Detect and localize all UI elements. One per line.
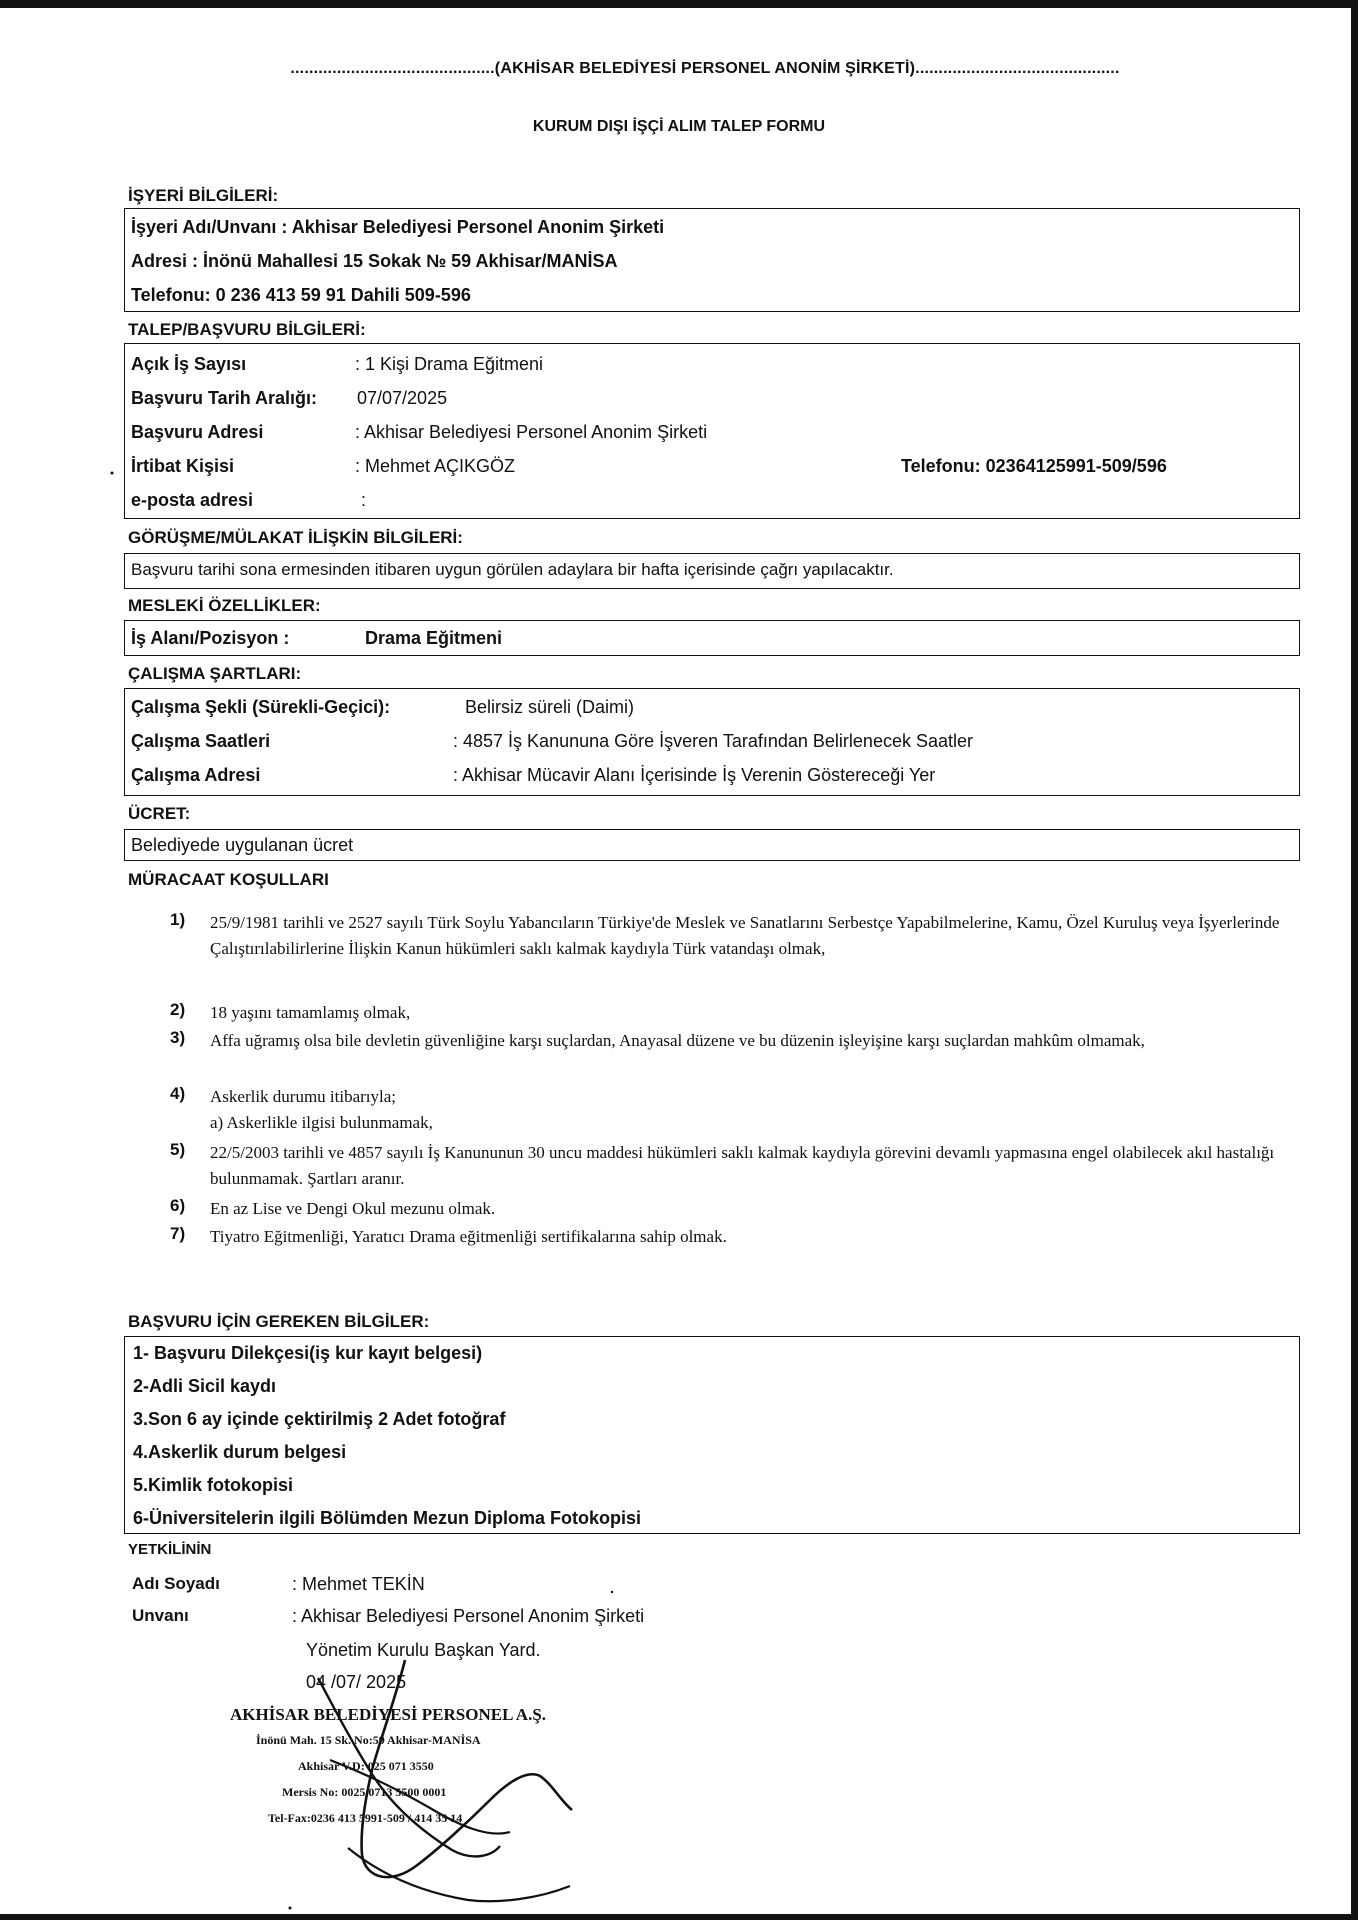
header-company: (AKHİSAR BELEDİYESİ PERSONEL ANONİM ŞİRKETİ) [494, 60, 916, 77]
signature-stroke-3 [330, 1760, 510, 1834]
application-address-label: Başvuru Adresi [131, 422, 264, 442]
email-label: e-posta adresi [131, 490, 254, 510]
interview-text: Başvuru tarihi sona ermesinden itibaren uygun görülen adaylara bir hafta içerisinde çağrı yapılacaktır. [131, 560, 894, 579]
authorized-name-value: : Mehmet TEKİN [292, 1574, 425, 1594]
requirement-text: Askerlik durumu itibarıyla; [210, 1087, 397, 1106]
form-title: KURUM DIŞI İŞÇİ ALIM TALEP FORMU [532, 118, 826, 135]
section-application: TALEP/BAŞVURU BİLGİLERİ: [128, 320, 366, 339]
wage-text: Belediyede uygulanan ücret [131, 835, 354, 855]
scan-speck [289, 1907, 292, 1910]
document-item: 3.Son 6 ay içinde çektirilmiş 2 Adet fotoğraf [133, 1409, 506, 1429]
requirement-text: Affa uğramış olsa bile devletin güvenliğine karşı suçlardan, Anayasal düzene ve bu düzenin işleyişine karşı suçlardan mahkûm olmamak, [210, 1031, 1145, 1050]
requirement-number: 7) [170, 1224, 186, 1243]
contact-label: İrtibat Kişisi [131, 456, 235, 476]
authorized-title-label: Unvanı [132, 1606, 189, 1625]
requirement-number: 1) [170, 910, 186, 929]
authorized-title-value: : Akhisar Belediyesi Personel Anonim Şirketi [292, 1606, 645, 1626]
section-wage: ÜCRET: [128, 804, 191, 823]
document-item: 5.Kimlik fotokopisi [133, 1475, 294, 1495]
position-label: İş Alanı/Pozisyon : [131, 628, 290, 648]
stamp-line-1: AKHİSAR BELEDİYESİ PERSONEL A.Ş. [230, 1705, 547, 1724]
document-item: 6-Üniversitelerin ilgili Bölümden Mezun Diploma Fotokopisi [133, 1508, 642, 1528]
date-range-value: 07/07/2025 [357, 388, 448, 408]
requirement-text: Tiyatro Eğitmenliği, Yaratıcı Drama eğitmenliği sertifikalarına sahip olmak. [210, 1227, 727, 1246]
header-dots-left: ............................................ [290, 60, 495, 77]
employer-address: Adresi : İnönü Mahallesi 15 Sokak № 59 Akhisar/MANİSA [131, 251, 618, 271]
document-item: 4.Askerlik durum belgesi [133, 1442, 347, 1462]
scan-speck [611, 1591, 613, 1593]
requirement-number: 4) [170, 1084, 186, 1103]
signature-stroke-1 [362, 1660, 572, 1877]
stamp-line-4: Mersis No: 0025 0713 5500 0001 [282, 1785, 447, 1799]
section-conditions: ÇALIŞMA ŞARTLARI: [128, 664, 302, 683]
requirement-text: a) Askerlikle ilgisi bulunmamak, [210, 1113, 433, 1132]
email-value: : [361, 490, 367, 510]
signature-date: 04 /07/ 2025 [306, 1672, 407, 1692]
stamp-line-2: İnönü Mah. 15 Sk. No:59 Akhisar-MANİSA [256, 1733, 481, 1747]
document-item: 2-Adli Sicil kaydı [133, 1376, 277, 1396]
section-requirements: MÜRACAAT KOŞULLARI [128, 870, 329, 889]
requirement-number: 6) [170, 1196, 186, 1215]
scan-speck [111, 472, 114, 475]
requirement-text: 18 yaşını tamamlamış olmak, [210, 1003, 411, 1022]
document-item: 1- Başvuru Dilekçesi(iş kur kayıt belgesi) [133, 1343, 483, 1363]
section-authorized: YETKİLİNİN [128, 1541, 212, 1558]
work-address-label: Çalışma Adresi [131, 765, 261, 785]
stamp-line-3: Akhisar V.D: 025 071 3550 [298, 1759, 434, 1773]
work-type-label: Çalışma Şekli (Sürekli-Geçici): [131, 697, 391, 717]
requirement-number: 2) [170, 1000, 186, 1019]
contact-value: : Mehmet AÇIKGÖZ [355, 456, 516, 476]
requirement-number: 5) [170, 1140, 186, 1159]
application-address-value: : Akhisar Belediyesi Personel Anonim Şirketi [355, 422, 708, 442]
employer-name: İşyeri Adı/Unvanı : Akhisar Belediyesi Personel Anonim Şirketi [131, 217, 665, 237]
work-hours-label: Çalışma Saatleri [131, 731, 271, 751]
employer-phone: Telefonu: 0 236 413 59 91 Dahili 509-596 [131, 285, 471, 305]
open-jobs-label: Açık İş Sayısı [131, 354, 247, 374]
work-address-value: : Akhisar Mücavir Alanı İçerisinde İş Verenin Göstereceği Yer [453, 765, 936, 785]
stamp-line-5: Tel-Fax:0236 413 5991-509 / 414 35 14 [268, 1811, 463, 1825]
requirement-text: 22/5/2003 tarihli ve 4857 sayılı İş Kanununun 30 uncu maddesi hükümleri saklı kalmak kaydıyla görevini devamlı yapmasına engel olabilecek akıl hastalığı bulunmamak. Şartları aranır. [210, 1143, 1275, 1188]
requirement-number: 3) [170, 1028, 186, 1047]
signature-stroke-4 [348, 1848, 570, 1901]
position-value: Drama Eğitmeni [365, 628, 503, 648]
requirement-text: En az Lise ve Dengi Okul mezunu olmak. [210, 1199, 496, 1218]
work-type-value: Belirsiz süreli (Daimi) [465, 697, 635, 717]
open-jobs-value: : 1 Kişi Drama Eğitmeni [355, 354, 544, 374]
header-dots-right: ............................................ [915, 60, 1120, 77]
requirement-text: 25/9/1981 tarihli ve 2527 sayılı Türk Soylu Yabancıların Türkiye'de Meslek ve Sanatlarını Serbestçe Yapabilmelerine, Kamu, Özel Kuruluş veya İşyerlerinde Çalıştırılabilirlerine İlişkin Kanun hükümleri saklı kalmak kaydıyla Türk vatandaşı olmak, [210, 913, 1280, 958]
section-documents: BAŞVURU İÇİN GEREKEN BİLGİLER: [128, 1312, 430, 1331]
date-range-label: Başvuru Tarih Aralığı: [131, 388, 318, 408]
work-hours-value: : 4857 İş Kanununa Göre İşveren Tarafından Belirlenecek Saatler [453, 731, 973, 751]
contact-phone: Telefonu: 02364125991-509/596 [901, 456, 1167, 476]
section-employer: İŞYERİ BİLGİLERİ: [128, 186, 279, 205]
authorized-name-label: Adı Soyadı [132, 1574, 220, 1593]
section-profession: MESLEKİ ÖZELLİKLER: [128, 596, 321, 615]
section-interview: GÖRÜŞME/MÜLAKAT İLİŞKİN BİLGİLERİ: [128, 528, 463, 547]
authorized-title-value-2: Yönetim Kurulu Başkan Yard. [306, 1640, 541, 1660]
